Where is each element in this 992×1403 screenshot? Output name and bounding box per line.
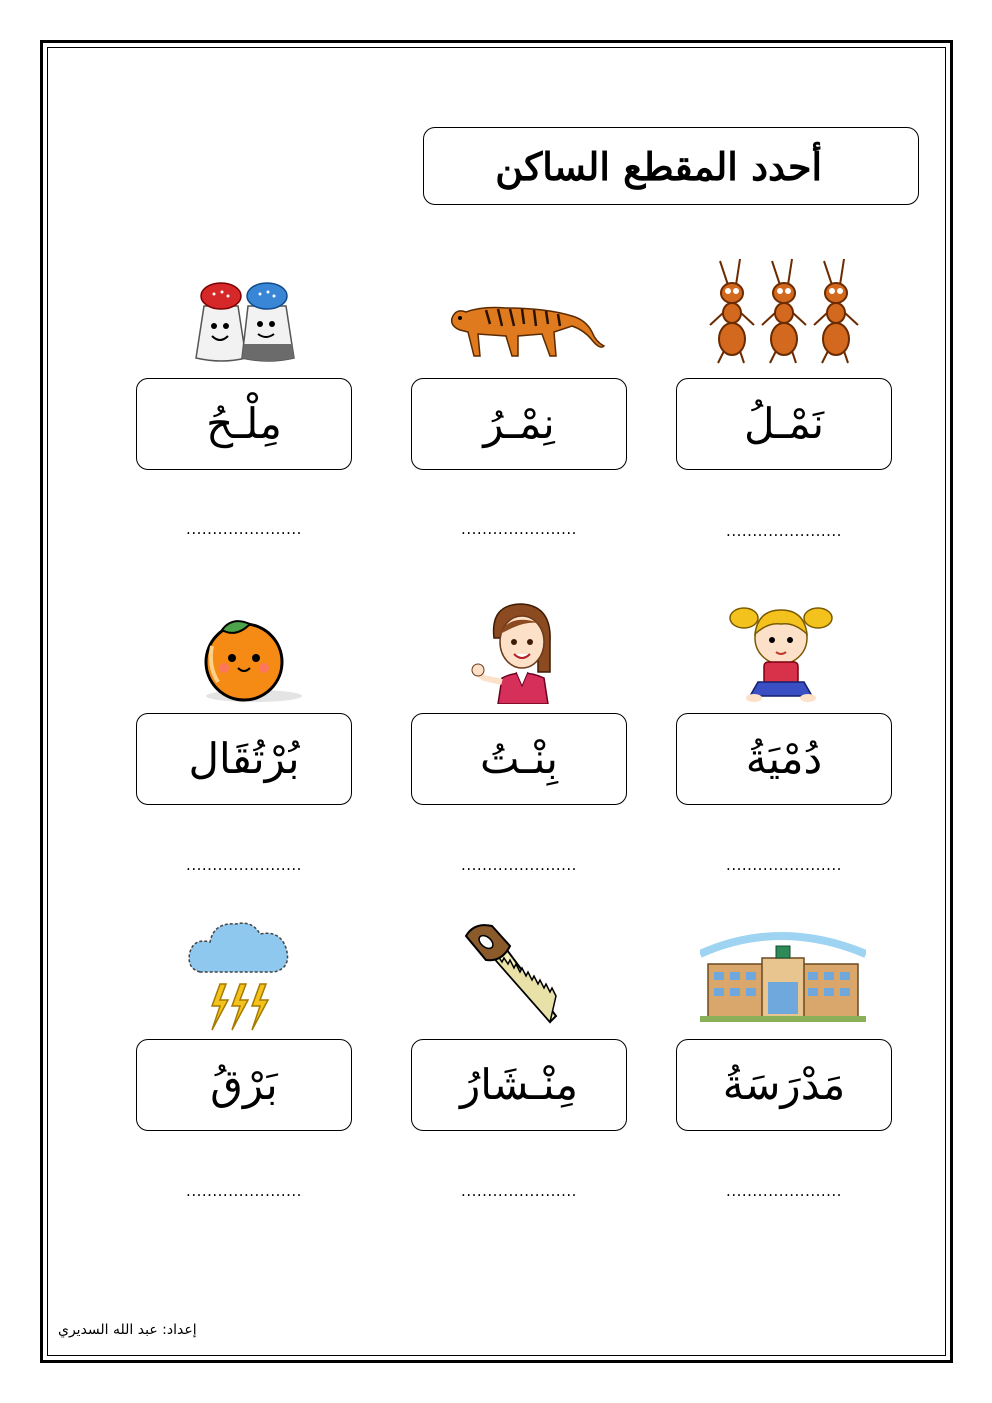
answer-line[interactable]: ......................: [461, 856, 577, 874]
ants-icon: [706, 255, 868, 367]
answer-line[interactable]: ......................: [461, 1182, 577, 1200]
tiger-icon: [446, 290, 608, 362]
answer-line[interactable]: ......................: [186, 520, 302, 538]
author-credit: إعداد: عبد الله السديري: [58, 1322, 197, 1338]
title-box: [423, 127, 919, 205]
word-text: نَمْـلُ: [743, 399, 825, 448]
saw-icon: [462, 922, 558, 1030]
word-text: مِلْـحُ: [206, 399, 282, 448]
word-text: بِنْـتُ: [480, 734, 558, 783]
word-text: مَدْرَسَةُ: [722, 1060, 846, 1109]
word-text: مِنْـشَارُ: [459, 1060, 579, 1109]
word-card: [676, 713, 892, 805]
word-card: [411, 713, 627, 805]
word-text: دُمْيَةُ: [745, 734, 823, 783]
answer-line[interactable]: ......................: [726, 522, 842, 540]
page-title: أحدد المقطع الساكن: [495, 143, 822, 189]
answer-line[interactable]: ......................: [186, 856, 302, 874]
salt-pepper-shakers-icon: [188, 278, 304, 364]
answer-line[interactable]: ......................: [726, 856, 842, 874]
word-card: [136, 1039, 352, 1131]
answer-line[interactable]: ......................: [186, 1182, 302, 1200]
word-card: [411, 378, 627, 470]
word-text: بُرْتُقَال: [188, 734, 300, 783]
word-card: [411, 1039, 627, 1131]
word-text: بَرْقُ: [210, 1060, 278, 1109]
word-card: [136, 378, 352, 470]
school-building-icon: [700, 924, 866, 1024]
doll-icon: [728, 600, 834, 702]
answer-line[interactable]: ......................: [726, 1182, 842, 1200]
word-card: [676, 1039, 892, 1131]
word-card: [676, 378, 892, 470]
lightning-cloud-icon: [186, 912, 294, 1034]
girl-icon: [470, 598, 562, 704]
word-card: [136, 713, 352, 805]
answer-line[interactable]: ......................: [461, 520, 577, 538]
orange-icon: [196, 616, 304, 704]
word-text: نِمْـرُ: [483, 399, 555, 448]
